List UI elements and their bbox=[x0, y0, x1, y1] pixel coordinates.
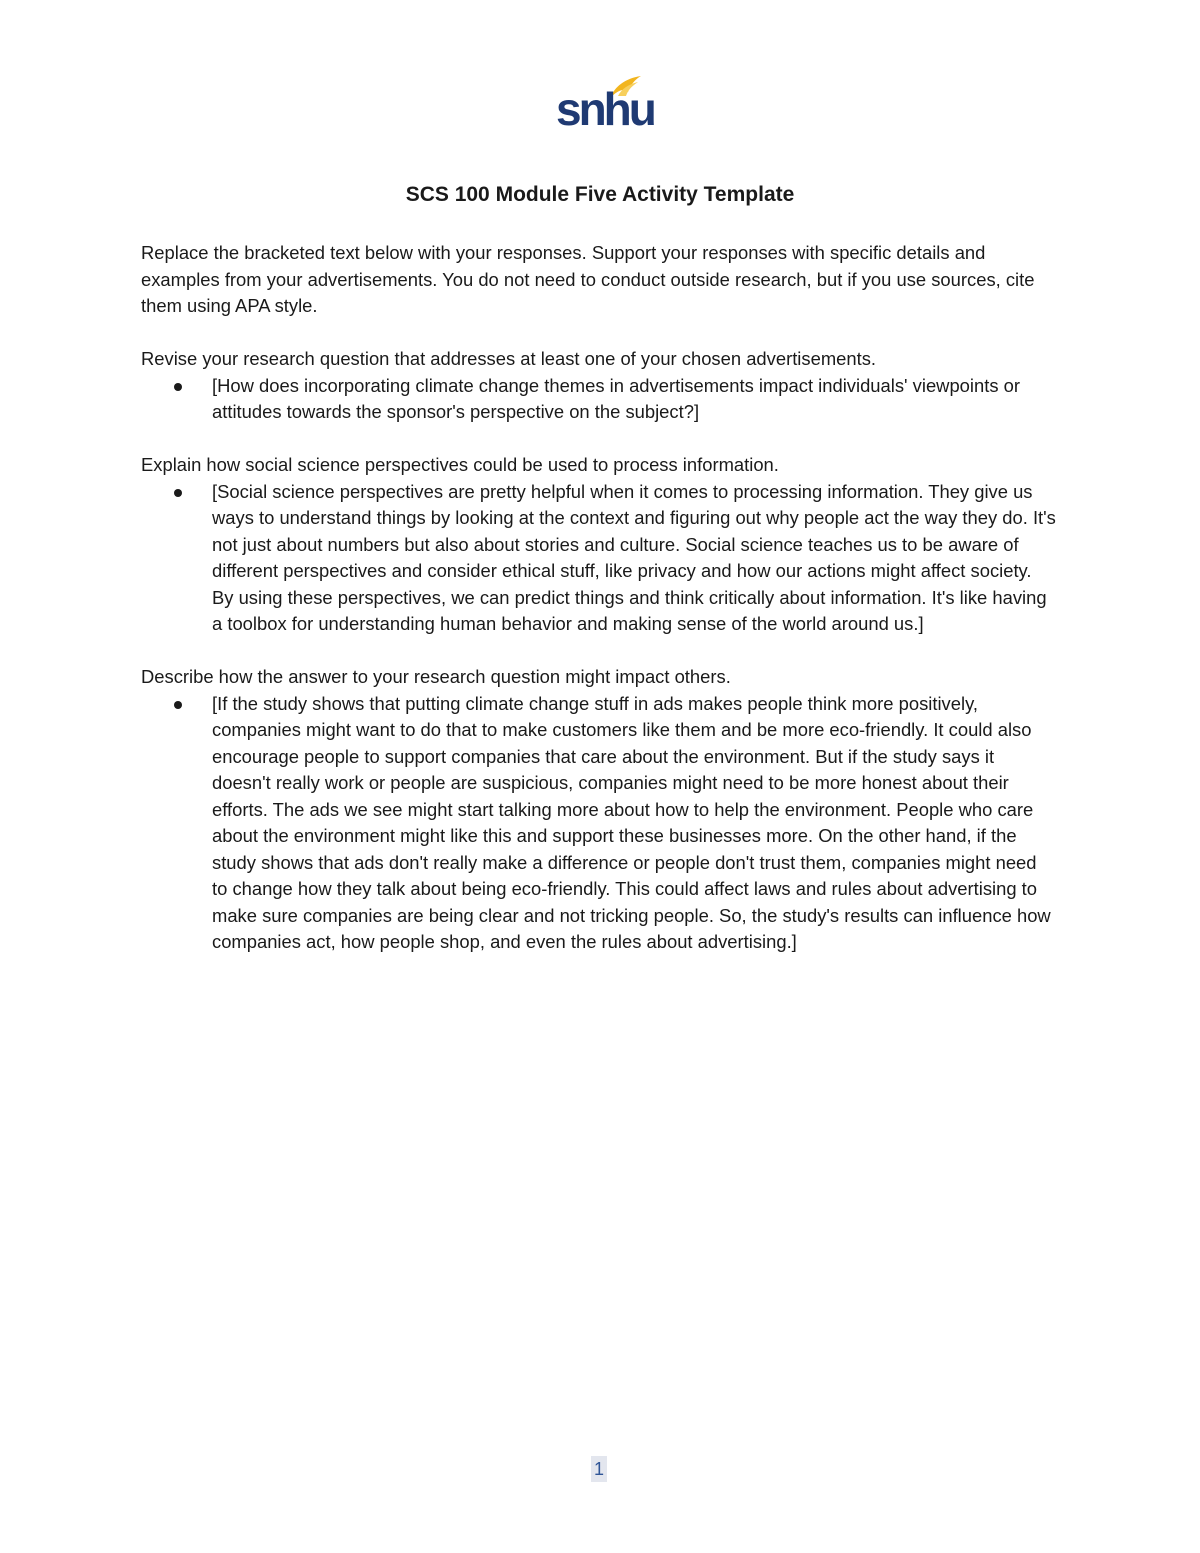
document-title: SCS 100 Module Five Activity Template bbox=[405, 183, 795, 206]
document-body bbox=[141, 240, 1056, 982]
page-number: 1 bbox=[591, 1456, 607, 1482]
section-response: [How does incorporating climate change themes in advertisements impact individuals' viewpoints or attitudes towards the sponsor's perspective on the subject?] bbox=[212, 374, 1020, 422]
logo-wordmark: snhu bbox=[556, 83, 654, 135]
section-response: [Social science perspectives are pretty helpful when it comes to processing information. They give us ways to understand things by looking at the context and figuring out why people act the way they do. It's not just about numbers but also about stories and culture. Social science teaches us to be aware of different perspectives and consider ethical stuff, like privacy and how our actions might affect society. By using these perspectives, we can predict things and think critically about information. It's like having a toolbox for understanding human behavior and making sense of the world around us.] bbox=[212, 480, 1056, 634]
list-item bbox=[141, 479, 1056, 638]
list-item bbox=[141, 373, 1056, 426]
bullet-icon bbox=[174, 701, 182, 709]
response-list bbox=[141, 479, 1056, 638]
section-prompt: Describe how the answer to your research question might impact others. bbox=[141, 666, 731, 687]
bullet-icon bbox=[174, 489, 182, 497]
section-prompt: Revise your research question that addresses at least one of your chosen advertisements. bbox=[141, 348, 877, 369]
bullet-icon bbox=[174, 383, 182, 391]
snhu-logo bbox=[556, 74, 654, 135]
response-list bbox=[141, 373, 1056, 426]
list-item bbox=[141, 691, 1056, 956]
section-response: [If the study shows that putting climate change stuff in ads makes people think more positively, companies might want to do that to make customers like them and be more eco-friendly. It could also encourage people to support companies that care about the environment. But if the study says it doesn't really work or people are suspicious, companies might need to be more honest about their efforts. The ads we see might start talking more about how to help the environment. People who care about the environment might like this and support these businesses more. On the other hand, if the study shows that ads don't really make a difference or people don't trust them, companies might need to change how they talk about being eco-friendly. This could affect laws and rules about advertising to make sure companies are being clear and not tricking people. So, the study's results can influence how companies act, how people shop, and even the rules about advertising.] bbox=[212, 692, 1051, 952]
section-prompt: Explain how social science perspectives could be used to process information. bbox=[141, 454, 779, 475]
response-list bbox=[141, 691, 1056, 956]
intro-paragraph: Replace the bracketed text below with your responses. Support your responses with specific details and examples from your advertisements. You do not need to conduct outside research, but if you use sources, cite them using APA style. bbox=[141, 242, 1035, 316]
